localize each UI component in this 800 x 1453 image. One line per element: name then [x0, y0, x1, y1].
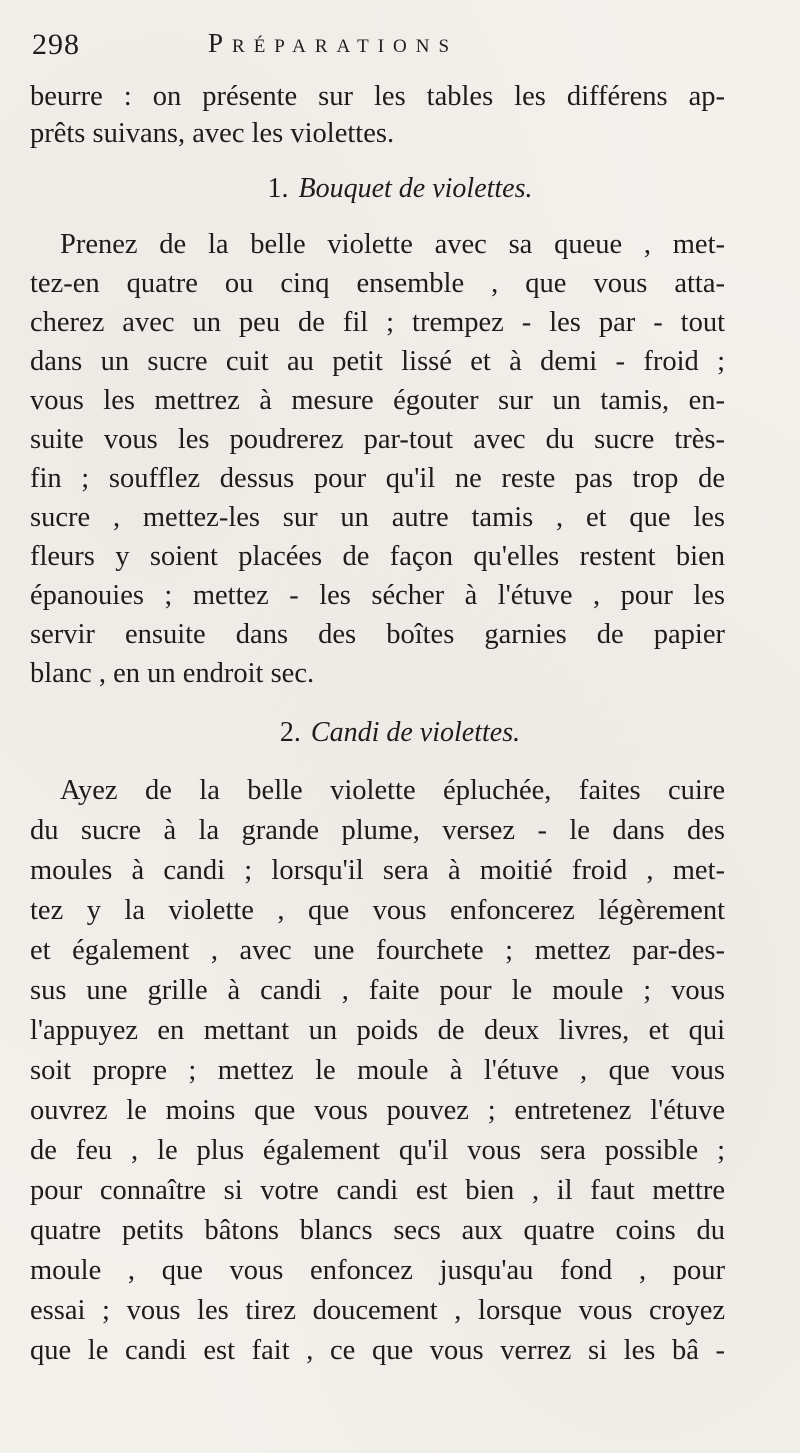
page-number: 298: [32, 28, 80, 61]
paragraph-line: Prenez de la belle violette avec sa queue , met-: [60, 229, 725, 260]
paragraph-line: sus une grille à candi , faite pour le moule ; vous: [30, 975, 725, 1006]
page-header: [30, 28, 730, 68]
section-number: 2.: [279, 717, 301, 748]
section-heading: [0, 170, 800, 208]
paragraph-line: que le candi est fait , ce que vous verrez si les bâ -: [30, 1335, 725, 1366]
paragraph-line: et également , avec une fourchete ; mettez par-des-: [30, 935, 725, 966]
paragraph-line: Ayez de la belle violette épluchée, faites cuire: [60, 775, 725, 806]
intro-line: prêts suivans, avec les violettes.: [30, 118, 395, 149]
paragraph-line: essai ; vous les tirez doucement , lorsque vous croyez: [30, 1295, 725, 1326]
section-title: Bouquet de violettes.: [298, 173, 533, 204]
paragraph-line: du sucre à la grande plume, versez - le dans des: [30, 815, 725, 846]
section-heading: [0, 714, 800, 752]
paragraph-line: tez y la violette , que vous enfoncerez légèrement: [30, 895, 725, 926]
paragraph-line: vous les mettrez à mesure égouter sur un tamis, en-: [30, 385, 725, 416]
paragraph-line: de feu , le plus également qu'il vous sera possible ;: [30, 1135, 725, 1166]
section-title: Candi de violettes.: [310, 717, 521, 748]
paragraph-line: cherez avec un peu de fil ; trempez - les par - tout: [30, 307, 725, 338]
paragraph-line: l'appuyez en mettant un poids de deux livres, et qui: [30, 1015, 725, 1046]
paragraph-line: ouvrez le moins que vous pouvez ; entretenez l'étuve: [30, 1095, 725, 1126]
paragraph-line: quatre petits bâtons blancs secs aux quatre coins du: [30, 1215, 725, 1246]
paragraph-line: soit propre ; mettez le moule à l'étuve , que vous: [30, 1055, 725, 1086]
paragraph-line: moules à candi ; lorsqu'il sera à moitié froid , met-: [30, 855, 725, 886]
paragraph-line: suite vous les poudrerez par-tout avec du sucre très-: [30, 424, 725, 455]
paragraph-line: servir ensuite dans des boîtes garnies de papier: [30, 619, 725, 650]
paragraph-line: moule , que vous enfoncez jusqu'au fond , pour: [30, 1255, 725, 1286]
paragraph-line: épanouies ; mettez - les sécher à l'étuve , pour les: [30, 580, 725, 611]
paragraph-line: sucre , mettez-les sur un autre tamis , et que les: [30, 502, 725, 533]
paragraph-line: blanc , en un endroit sec.: [30, 658, 315, 689]
section-number: 1.: [267, 173, 289, 204]
paragraph-line: fin ; soufflez dessus pour qu'il ne reste pas trop de: [30, 463, 725, 494]
paragraph-line: fleurs y soient placées de façon qu'elles restent bien: [30, 541, 725, 572]
running-head: Préparations: [208, 28, 459, 58]
paragraph-line: tez-en quatre ou cinq ensemble , que vous atta-: [30, 268, 725, 299]
paragraph-line: pour connaître si votre candi est bien , il faut mettre: [30, 1175, 725, 1206]
paragraph-line: dans un sucre cuit au petit lissé et à demi - froid ;: [30, 346, 725, 377]
intro-line: beurre : on présente sur les tables les différens ap-: [30, 81, 725, 112]
